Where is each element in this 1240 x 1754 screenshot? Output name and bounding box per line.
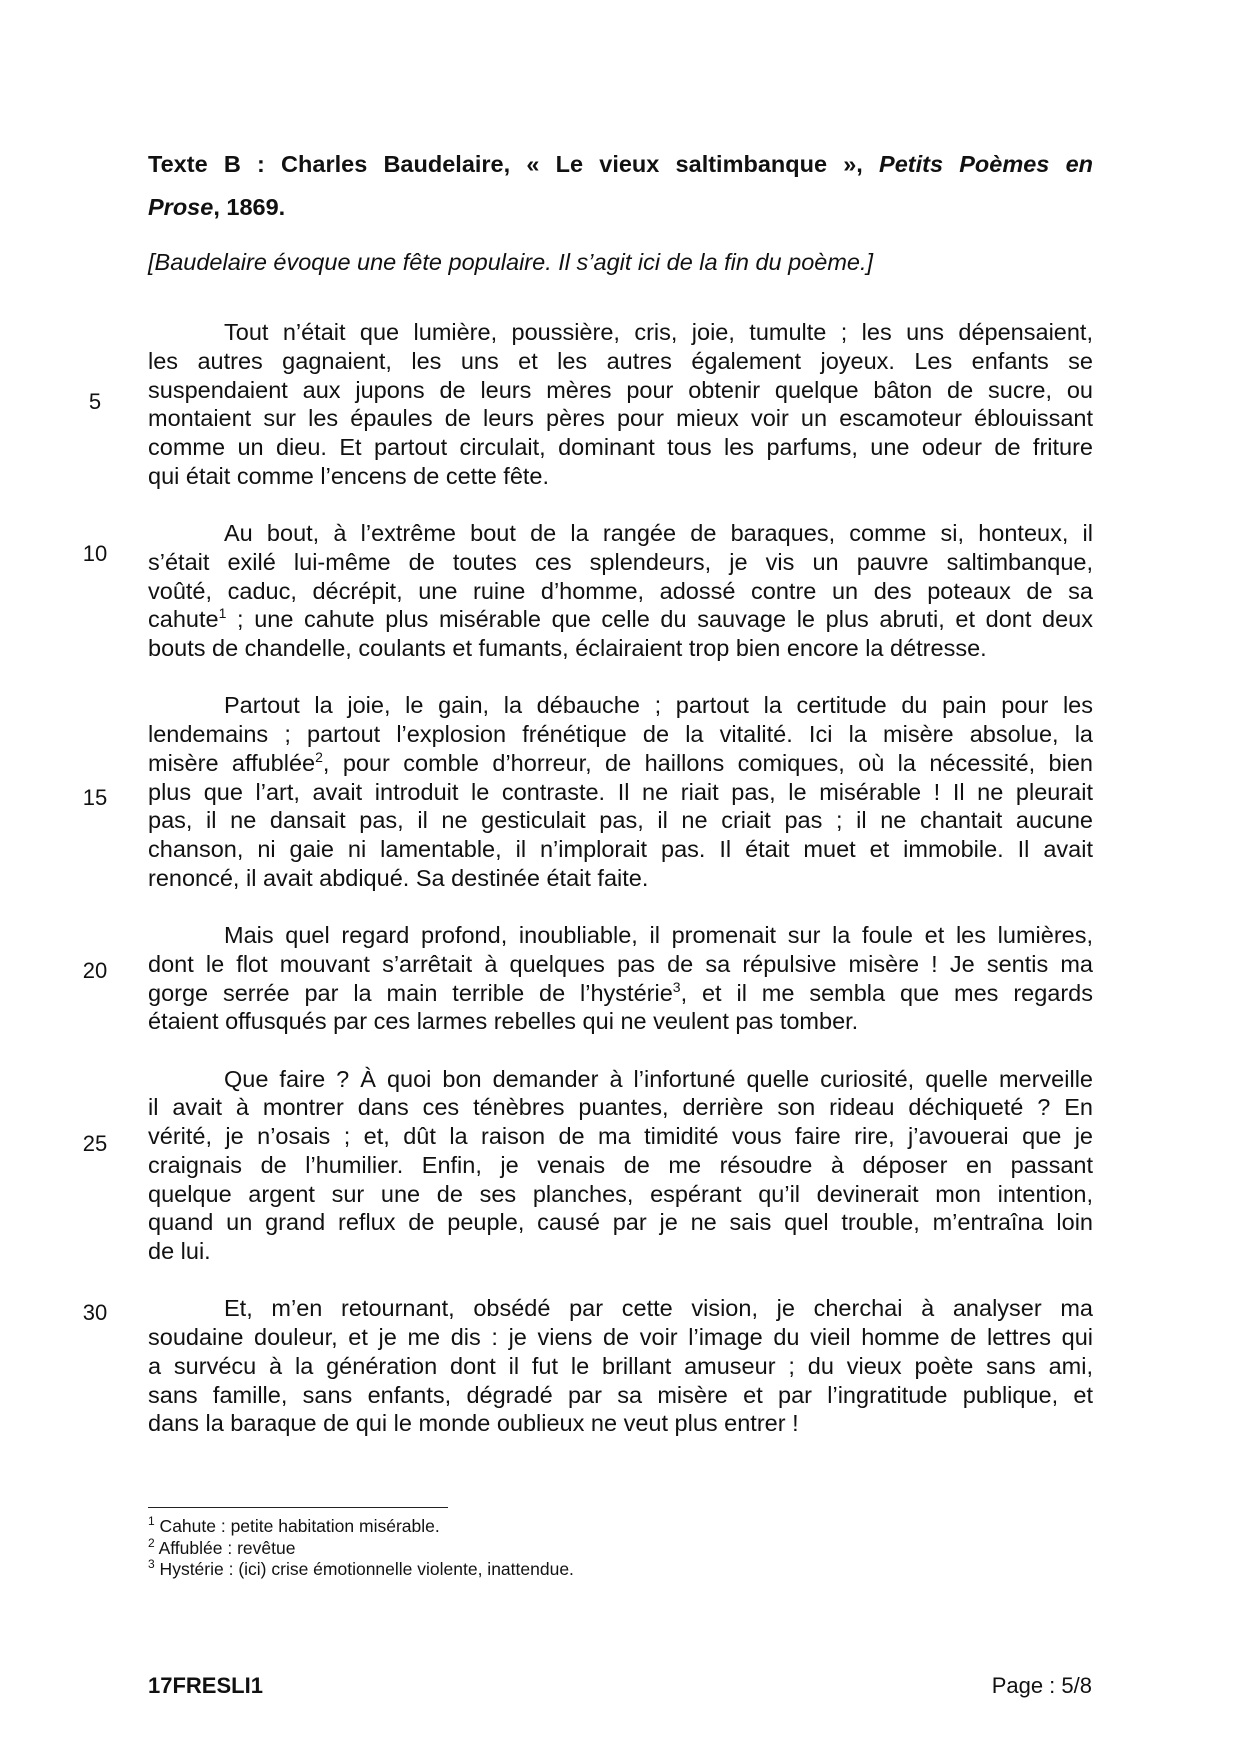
paragraph — [148, 318, 1093, 491]
text-line: craignais de l’humilier. Enfin, je venais de me résoudre à déposer en passant — [148, 1151, 1093, 1178]
heading-book-title-1: Petits Poèmes en — [879, 151, 1094, 177]
text-fragment: gorge serrée par la main terrible de l’hystérie — [148, 979, 673, 1006]
line-number: 30 — [82, 1300, 108, 1325]
text-line: vérité, je n’osais ; et, dût la raison de ma timidité vous faire rire, j’avouerai que je — [148, 1123, 1093, 1149]
text-line — [148, 979, 1093, 1008]
paragraph — [148, 519, 1093, 663]
text-line: lendemains ; partout l’explosion frénétique de la vitalité. Ici la misère absolue, la — [148, 721, 1093, 747]
line-number: 25 — [82, 1131, 108, 1156]
text-line: dont le flot mouvant s’arrêtait à quelques pas de sa répulsive misère ! Je sentis ma — [148, 950, 1093, 977]
text-line: Au bout, à l’extrême bout de la rangée de baraques, comme si, honteux, il — [224, 520, 1093, 546]
text-line: Et, m’en retournant, obsédé par cette vision, je cherchai à analyser ma — [224, 1295, 1093, 1322]
text-fragment: misère affublée — [148, 749, 316, 776]
text-line: soudaine douleur, et je me dis : je viens de voir l’image du vieil homme de lettres qui — [148, 1324, 1093, 1350]
paragraph — [148, 1294, 1093, 1438]
text-fragment: cahute — [148, 606, 219, 633]
footnote — [148, 1535, 848, 1560]
heading-book-title-2: Prose — [148, 194, 214, 220]
footnotes — [148, 1516, 848, 1581]
footnote-number: 3 — [148, 1557, 155, 1571]
poem-body — [148, 318, 1093, 1467]
line-number: 10 — [82, 541, 108, 566]
intro-note: [Baudelaire évoque une fête populaire. Il s’agit ici de la fin du poème.] — [148, 249, 874, 275]
document-code: 17FRESLI1 — [148, 1673, 263, 1698]
heading-year: , 1869. — [213, 194, 286, 220]
footnote-ref: 1 — [218, 605, 227, 622]
text-line: montaient sur les épaules de leurs pères pour mieux voir un escamoteur éblouissant — [148, 405, 1093, 432]
footnote-text: Hystérie : (ici) crise émotionnelle violente, inattendue. — [154, 1559, 574, 1579]
footnote-number: 1 — [148, 1514, 155, 1528]
heading-title: Texte B : Charles Baudelaire, « Le vieux saltimbanque », — [148, 151, 880, 177]
line-number: 5 — [88, 389, 102, 414]
text-line: suspendaient aux jupons de leurs mères pour obtenir quelque bâton de sucre, ou — [148, 376, 1093, 403]
footnote — [148, 1516, 848, 1538]
paragraph — [148, 1065, 1093, 1266]
page-number: Page : 5/8 — [991, 1673, 1092, 1698]
footnote-number: 2 — [148, 1535, 155, 1550]
text-line: plus que l’art, avait introduit le contraste. Il ne riait pas, le misérable ! Il ne pleurait — [148, 778, 1093, 805]
text-line: Tout n’était que lumière, poussière, cris, joie, tumulte ; les uns dépensaient, — [224, 319, 1093, 345]
text-line — [148, 749, 1093, 778]
text-line: étaient offusqués par ces larmes rebelles qui ne veulent pas tomber. — [148, 1008, 859, 1035]
text-line: qui était comme l’encens de cette fête. — [148, 462, 550, 489]
text-line: comme un dieu. Et partout circulait, dominant tous les parfums, une odeur de friture — [148, 434, 1093, 460]
text-line: s’était exilé lui-même de toutes ces splendeurs, je vis un pauvre saltimbanque, — [148, 548, 1093, 575]
text-fragment: , et il me sembla que mes regards — [680, 979, 1093, 1006]
text-line: pas, il ne dansait pas, il ne gesticulait pas, il ne criait pas ; il ne chantait aucune — [148, 807, 1093, 834]
footnote-text: Cahute : petite habitation misérable. — [154, 1516, 440, 1536]
line-number: 15 — [82, 785, 108, 810]
text-line: Partout la joie, le gain, la débauche ; partout la certitude du pain pour les — [224, 692, 1093, 719]
text-line: de lui. — [148, 1238, 211, 1264]
text-line: Mais quel regard profond, inoubliable, il promenait sur la foule et les lumières, — [224, 922, 1093, 948]
text-line: a survécu à la génération dont il fut le brillant amuseur ; du vieux poète sans ami, — [148, 1352, 1093, 1379]
line-number: 20 — [82, 958, 108, 983]
footnote-text: Affublée : revêtue — [154, 1537, 296, 1558]
paragraph — [148, 921, 1093, 1036]
footnote-divider — [148, 1507, 448, 1508]
footnote — [148, 1559, 848, 1581]
paragraph — [148, 691, 1093, 892]
text-line: quand un grand reflux de peuple, causé par je ne sais quel trouble, m’entraîna loin — [148, 1209, 1093, 1236]
text-line: les autres gagnaient, les uns et les autres également joyeux. Les enfants se — [148, 347, 1093, 374]
text-line: dans la baraque de qui le monde oublieux ne veut plus entrer ! — [148, 1410, 799, 1437]
text-line: sans famille, sans enfants, dégradé par sa misère et par l’ingratitude publique, et — [148, 1381, 1093, 1408]
text-line: chanson, ni gaie ni lamentable, il n’implorait pas. Il était muet et immobile. Il avait — [148, 836, 1093, 862]
text-line — [148, 605, 1093, 634]
text-fragment: ; une cahute plus misérable que celle du sauvage le plus abruti, et dont deux — [226, 606, 1093, 633]
text-line: quelque argent sur une de ses planches, espérant qu’il devinerait mon intention, — [148, 1180, 1093, 1207]
text-line: il avait à montrer dans ces ténèbres puantes, derrière son rideau déchiqueté ? En — [148, 1094, 1093, 1121]
text-line: bouts de chandelle, coulants et fumants, éclairaient trop bien encore la détresse. — [148, 635, 987, 661]
text-line: voûté, caduc, décrépit, une ruine d’homme, adossé contre un des poteaux de sa — [148, 577, 1093, 604]
text-fragment: , pour comble d’horreur, de haillons comiques, où la nécessité, bien — [322, 749, 1093, 776]
footnote-ref: 3 — [672, 978, 681, 995]
text-heading — [148, 143, 1093, 229]
text-line: Que faire ? À quoi bon demander à l’infortuné quelle curiosité, quelle merveille — [224, 1065, 1093, 1092]
text-line: renoncé, il avait abdiqué. Sa destinée était faite. — [148, 864, 649, 891]
footnote-ref: 2 — [315, 748, 323, 765]
